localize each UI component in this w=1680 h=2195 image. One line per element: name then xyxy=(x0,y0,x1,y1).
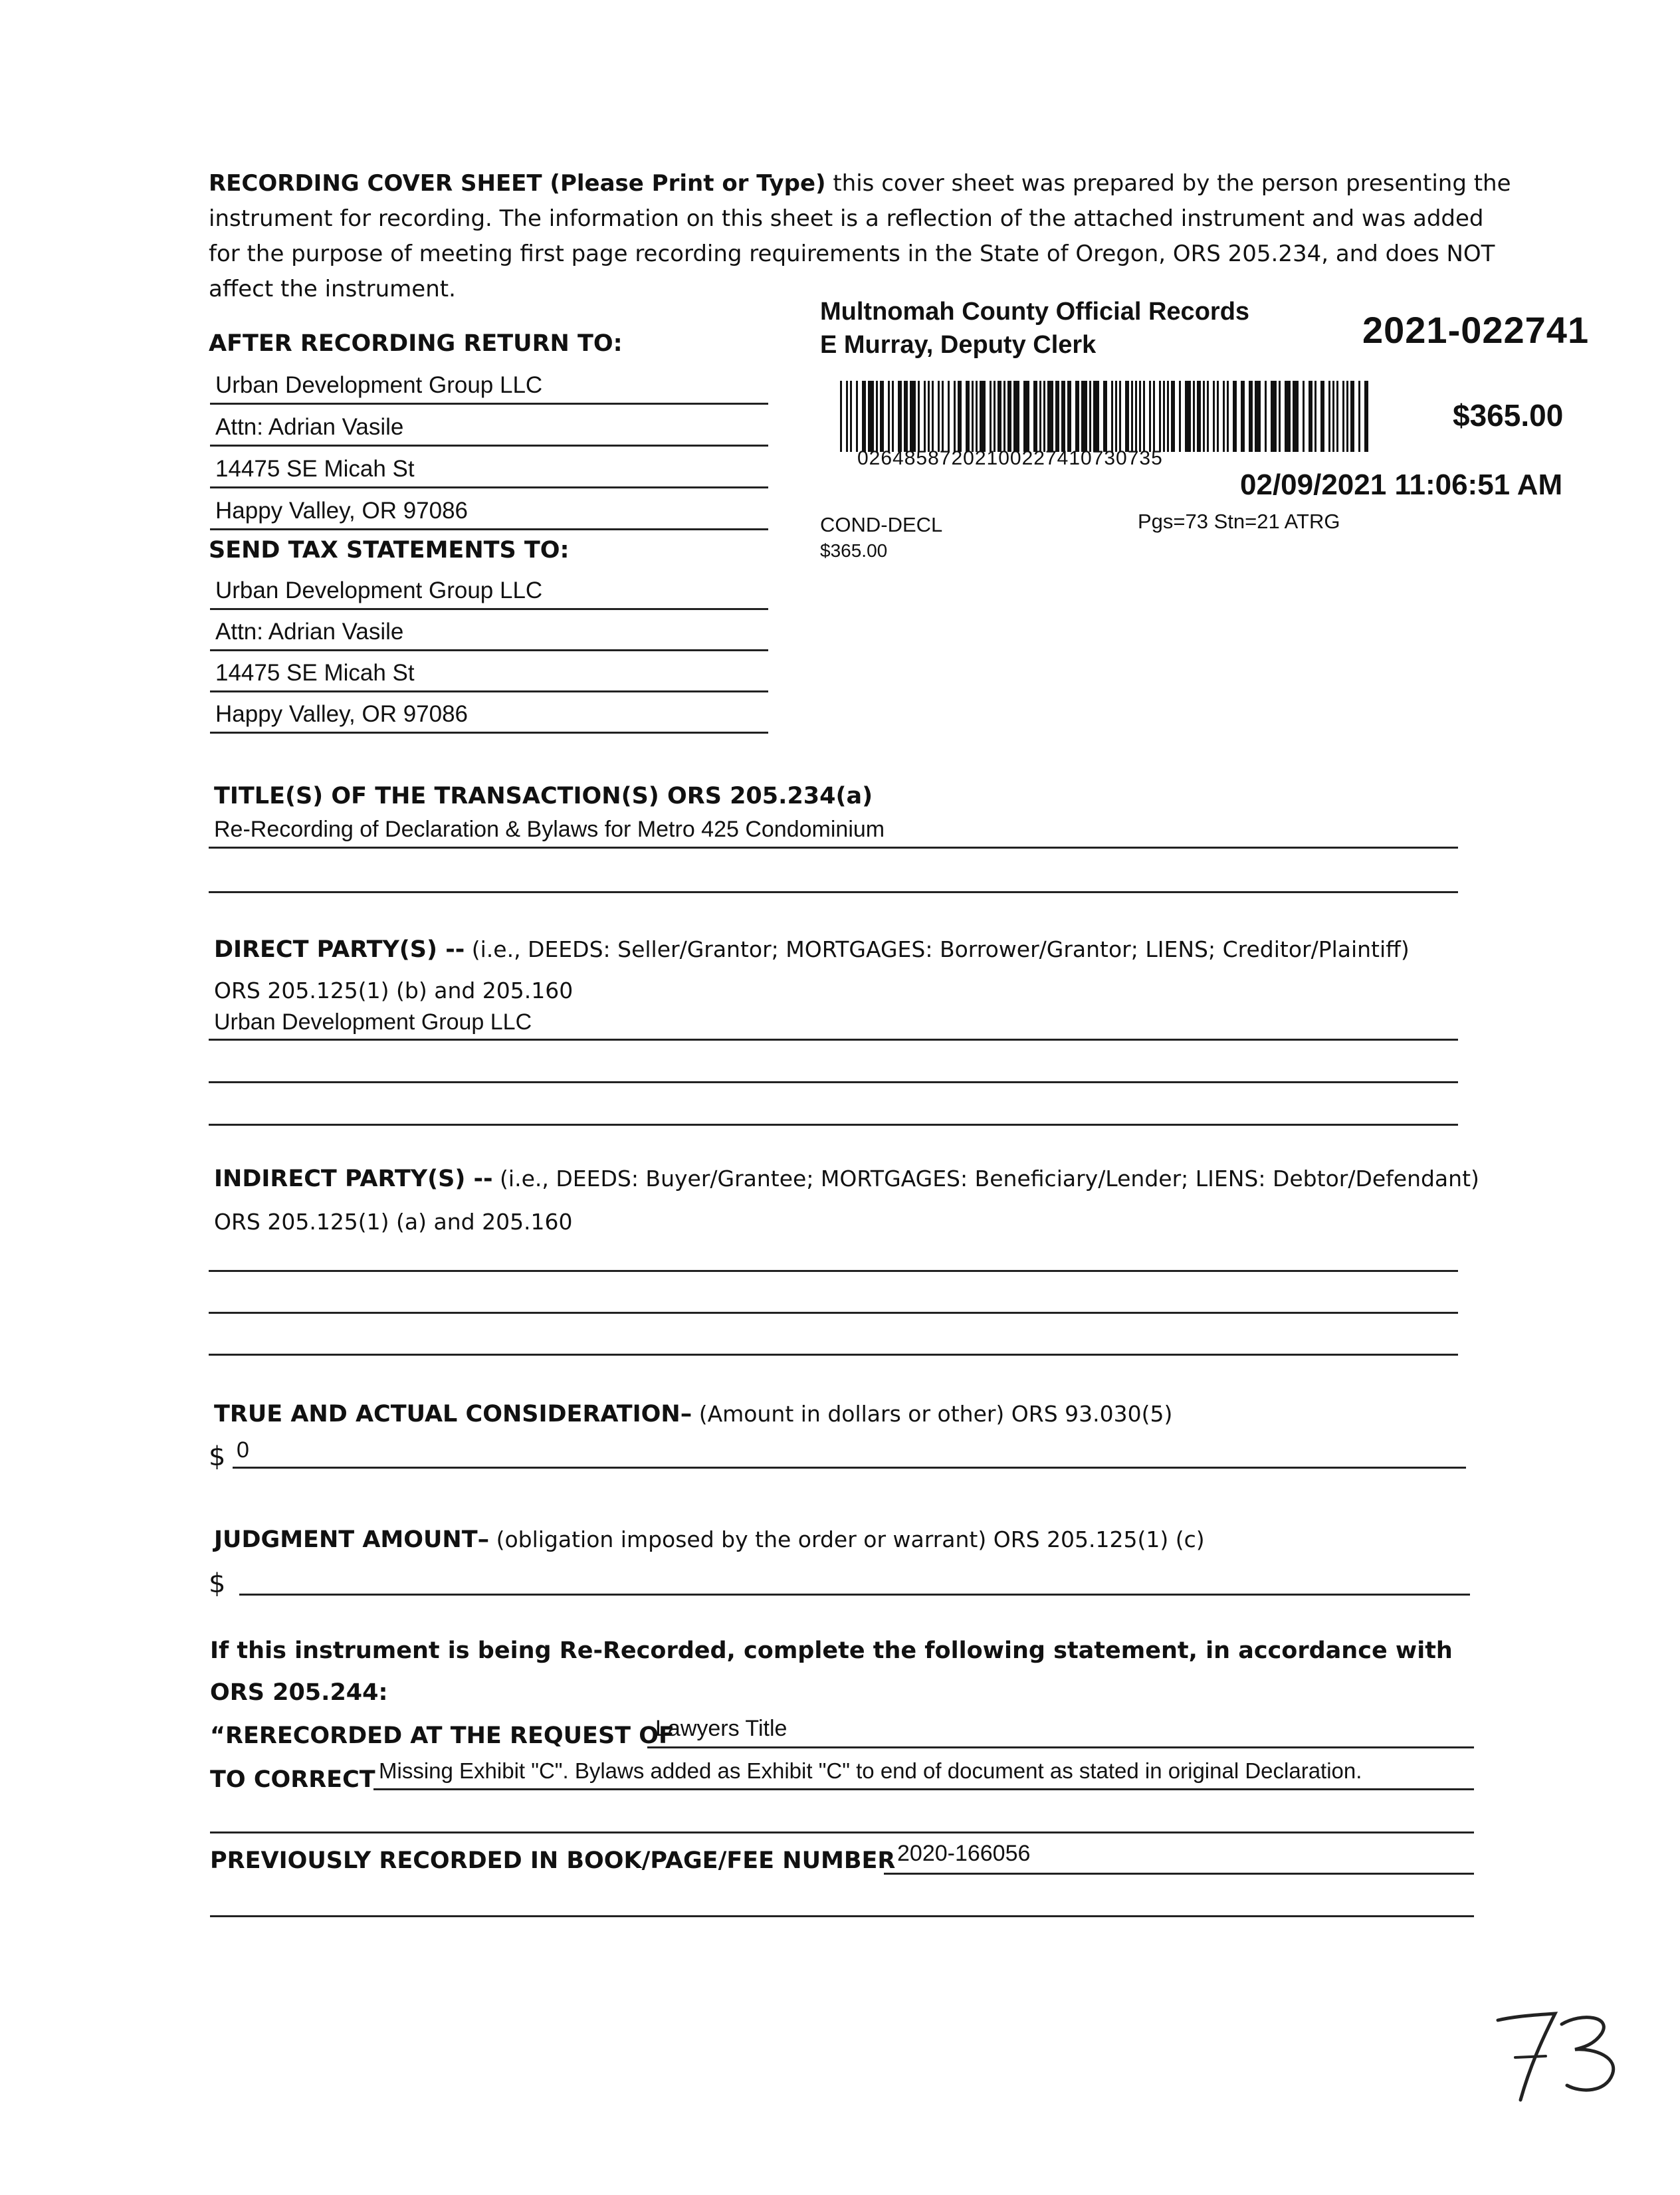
judgment-currency: $ xyxy=(209,1568,226,1599)
rerecord-correct-line-2 xyxy=(210,1831,1474,1833)
tax-to-label: SEND TAX STATEMENTS TO: xyxy=(209,537,570,564)
title-line-1 xyxy=(209,847,1458,849)
return-to-label: AFTER RECORDING RETURN TO: xyxy=(209,330,623,357)
consideration-desc: (Amount in dollars or other) ORS 93.030(5) xyxy=(692,1401,1173,1427)
direct-party-ors: ORS 205.125(1) (b) and 205.160 xyxy=(214,978,574,1003)
title-line-2 xyxy=(209,891,1458,893)
barcode xyxy=(839,381,1370,452)
stamp-doc-fee: $365.00 xyxy=(820,540,888,561)
indirect-party-ors: ORS 205.125(1) (a) and 205.160 xyxy=(214,1209,573,1235)
indirect-party-line-1 xyxy=(209,1270,1458,1272)
consideration-line xyxy=(233,1467,1466,1469)
indirect-party-label: INDIRECT PARTY(S) -- xyxy=(214,1166,493,1192)
stamp-record-number: 2021-022741 xyxy=(1362,309,1590,351)
rerecord-statement: If this instrument is being Re-Recorded, complete the following statement, in accordance with xyxy=(210,1637,1453,1664)
consideration-heading xyxy=(214,1401,1172,1427)
rerecord-request-value: Lawyers Title xyxy=(655,1716,788,1741)
judgment-label: JUDGMENT AMOUNT– xyxy=(214,1526,490,1553)
intro-paragraph xyxy=(209,166,1511,307)
tax-to-line-4: Happy Valley, OR 97086 xyxy=(210,692,768,734)
indirect-party-heading xyxy=(214,1166,1479,1192)
previous-record-value: 2020-166056 xyxy=(897,1841,1031,1866)
tax-to-line-2: Attn: Adrian Vasile xyxy=(210,609,768,651)
judgment-desc: (obligation imposed by the order or warrant) ORS 205.125(1) (c) xyxy=(489,1526,1205,1552)
direct-party-label: DIRECT PARTY(S) -- xyxy=(214,936,465,963)
stamp-office: Multnomah County Official Records xyxy=(820,298,1250,326)
intro-text: this cover sheet was prepared by the person presenting the instrument for recording. The information on this sheet is a reflection of the attached instrument and was added for the purpose of meeting first page recording requirements in the State of Oregon, ORS 205.234, and does NOT affect the instrument. xyxy=(209,170,1511,302)
consideration-value: 0 xyxy=(237,1437,249,1463)
consideration-label: TRUE AND ACTUAL CONSIDERATION– xyxy=(214,1401,692,1427)
tax-to-line-1: Urban Development Group LLC xyxy=(210,568,768,610)
direct-party-value: Urban Development Group LLC xyxy=(214,1009,532,1035)
stamp-fee: $365.00 xyxy=(1453,398,1564,433)
title-section-label: TITLE(S) OF THE TRANSACTION(S) ORS 205.234(a) xyxy=(214,783,873,809)
direct-party-heading xyxy=(214,936,1410,963)
stamp-datetime: 02/09/2021 11:06:51 AM xyxy=(1240,469,1563,501)
barcode-digits: 02648587202100227410730735 xyxy=(857,447,1163,469)
tax-to-line-3: 14475 SE Micah St xyxy=(210,651,768,692)
indirect-party-line-3 xyxy=(209,1354,1458,1356)
title-section-value: Re-Recording of Declaration & Bylaws for Metro 425 Condominium xyxy=(214,817,885,842)
stamp-doc-type: COND-DECL xyxy=(820,513,943,536)
rerecord-correct-label: TO CORRECT xyxy=(210,1766,375,1793)
rerecord-correct-line xyxy=(373,1788,1474,1790)
return-to-line-1: Urban Development Group LLC xyxy=(210,363,768,405)
rerecord-correct-value: Missing Exhibit "C". Bylaws added as Exhibit "C" to end of document as stated in original Declaration. xyxy=(379,1758,1362,1783)
stamp-pages-info: Pgs=73 Stn=21 ATRG xyxy=(1138,510,1340,533)
previous-record-line xyxy=(884,1873,1474,1875)
indirect-party-line-2 xyxy=(209,1312,1458,1314)
direct-party-line-3 xyxy=(209,1124,1458,1126)
rerecord-ors: ORS 205.244: xyxy=(210,1679,388,1706)
judgment-heading xyxy=(214,1526,1205,1553)
intro-lead: RECORDING COVER SHEET (Please Print or Type) xyxy=(209,170,826,197)
previous-record-label: PREVIOUSLY RECORDED IN BOOK/PAGE/FEE NUMBER xyxy=(210,1847,896,1874)
indirect-party-desc: (i.e., DEEDS: Buyer/Grantee; MORTGAGES: Beneficiary/Lender; LIENS: Debtor/Defendant) xyxy=(492,1166,1479,1192)
direct-party-desc: (i.e., DEEDS: Seller/Grantor; MORTGAGES: Borrower/Grantor; LIENS; Creditor/Plaintiff) xyxy=(465,936,1410,962)
direct-party-line-2 xyxy=(209,1081,1458,1083)
return-to-line-4: Happy Valley, OR 97086 xyxy=(210,488,768,530)
return-to-line-2: Attn: Adrian Vasile xyxy=(210,405,768,447)
previous-record-line-2 xyxy=(210,1915,1474,1917)
stamp-clerk: E Murray, Deputy Clerk xyxy=(820,331,1097,359)
rerecord-request-line xyxy=(647,1746,1474,1748)
consideration-currency: $ xyxy=(209,1441,226,1472)
handwritten-page-number xyxy=(1489,2000,1628,2113)
direct-party-line-1 xyxy=(209,1039,1458,1041)
return-to-line-3: 14475 SE Micah St xyxy=(210,447,768,488)
judgment-line xyxy=(239,1594,1470,1596)
rerecord-request-label: “RERECORDED AT THE REQUEST OF xyxy=(210,1723,675,1749)
